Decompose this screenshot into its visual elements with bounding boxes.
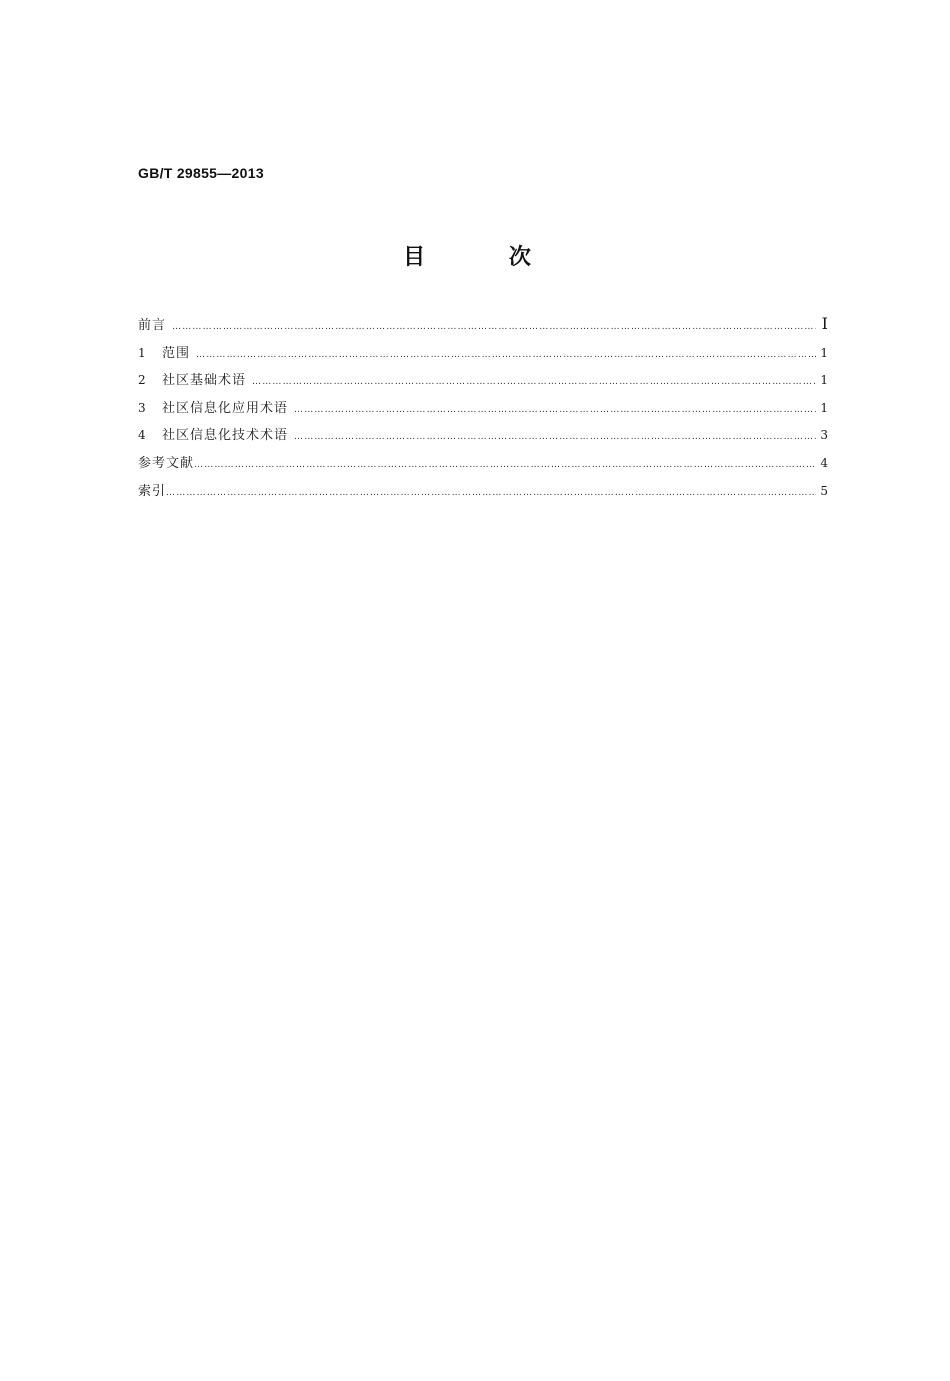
- toc-entry-page: 1: [820, 345, 828, 360]
- toc-entry-page: 1: [820, 400, 828, 415]
- toc-entry-preface[interactable]: [138, 314, 828, 342]
- toc-leader-dots: [172, 322, 816, 332]
- toc-leader-dots: [252, 377, 816, 387]
- toc-entry-label: 社区信息化技术术语: [162, 428, 289, 444]
- toc-entry-number: 4: [138, 428, 146, 443]
- page-title: 目 次: [403, 245, 569, 270]
- toc-leader-dots: [166, 488, 816, 498]
- toc-entry-page: 5: [820, 483, 828, 498]
- toc-entry-application-terms[interactable]: [138, 397, 828, 425]
- toc-entry-page: Ⅰ: [821, 314, 828, 333]
- toc-entry-basic-terms[interactable]: [138, 369, 828, 397]
- toc-leader-dots: [294, 405, 816, 415]
- toc-entry-number: 2: [138, 373, 146, 388]
- table-of-contents: [138, 314, 828, 507]
- toc-entry-label: 范围: [162, 345, 191, 361]
- toc-entry-label: 前言: [138, 318, 167, 333]
- toc-entry-label: 参考文献: [138, 455, 195, 471]
- toc-entry-number: 1: [138, 345, 146, 360]
- toc-entry-page: 1: [820, 373, 828, 388]
- toc-entry-page: 3: [820, 428, 828, 443]
- toc-leader-dots: [194, 460, 816, 470]
- standard-code: GB/T 29855—2013: [138, 165, 264, 181]
- toc-leader-dots: [196, 350, 816, 360]
- toc-entry-technology-terms[interactable]: [138, 424, 828, 452]
- toc-leader-dots: [294, 432, 816, 442]
- toc-entry-index[interactable]: [138, 480, 828, 508]
- toc-entry-page: 4: [820, 455, 828, 470]
- toc-entry-number: 3: [138, 400, 146, 415]
- toc-entry-label: 社区基础术语: [162, 373, 247, 389]
- toc-entry-label: 社区信息化应用术语: [162, 400, 289, 416]
- toc-entry-references[interactable]: [138, 452, 828, 480]
- toc-entry-scope[interactable]: [138, 342, 828, 370]
- toc-entry-label: 索引: [138, 483, 167, 499]
